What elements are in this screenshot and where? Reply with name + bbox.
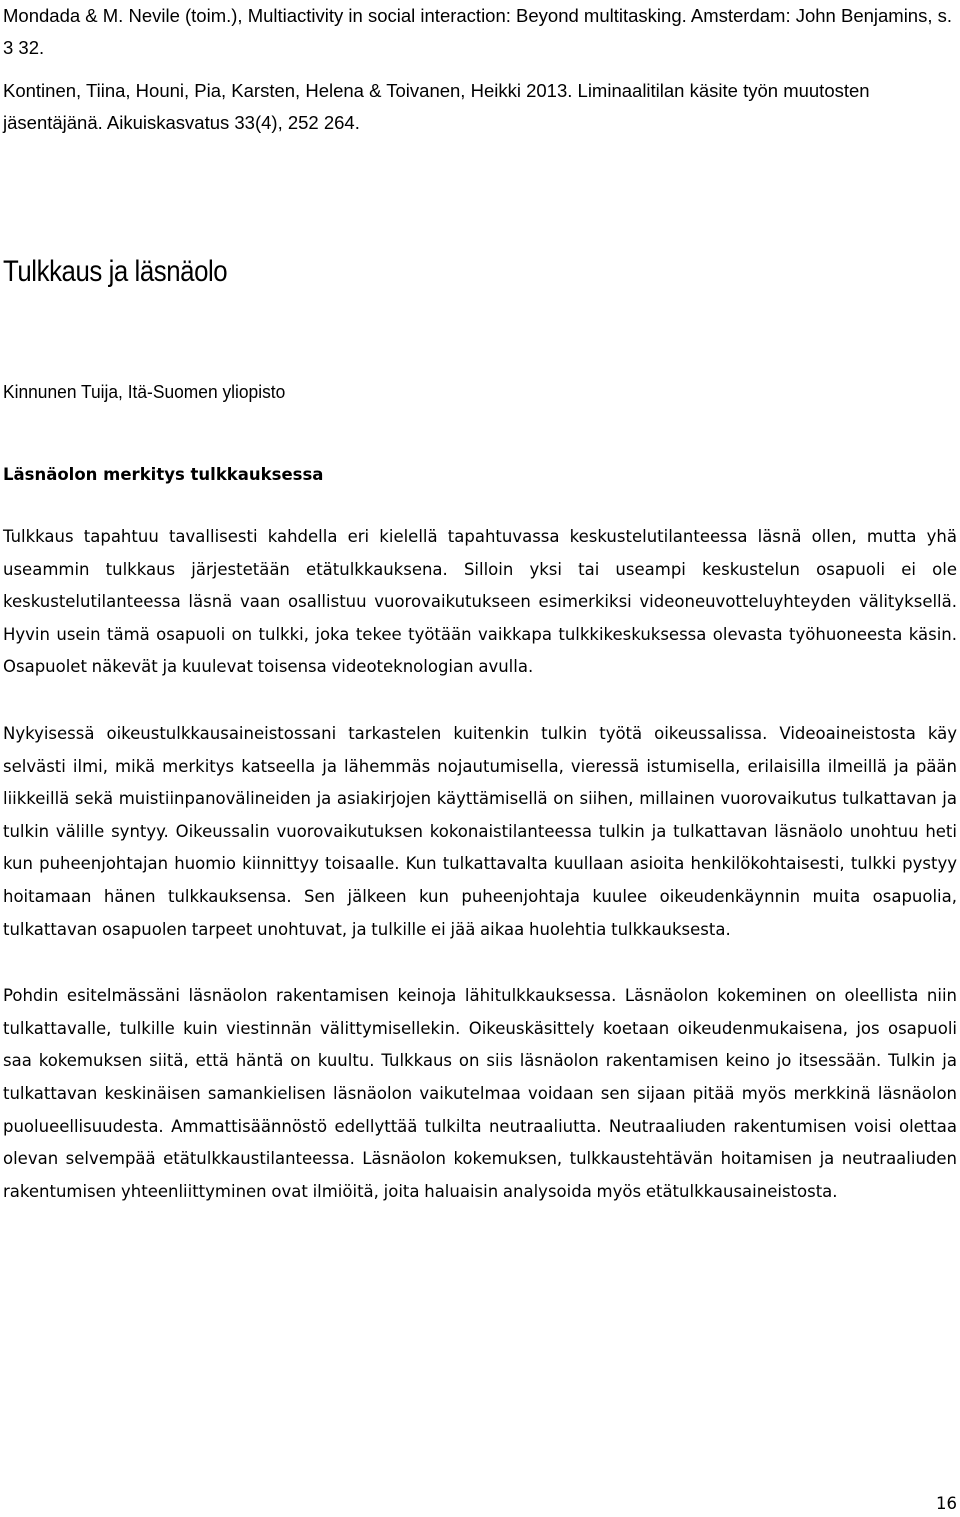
paragraph-presentation-aims: Pohdin esitelmässäni läsnäolon rakentamisen keinoja lähitulkkauksessa. Läsnäolon kokeminen on oleellista niin tulkattavalle, tulkille kuin viestinnän välittymisellekin. Oikeuskäsittely koetaan oikeudenmukaisena, jos osapuoli saa kokemuksen siitä, että häntä on kuultu. Tulkkaus on siis läsnäolon rakentamisen keino jo itsessään. Tulkin ja tulkattavan keskinäisen samankielisen läsnäolon vaikutelmaa voidaan sen sijaan pitää myös merkkinä läsnäolon puolueellisuudesta. Ammattisäännöstö edellyttää tulkilta neutraaliutta. Neutraaliuden rakentumisen voisi olettaa olevan selvempää etätulkkaustilanteessa. Läsnäolon kokemuksen, tulkkaustehtävän hoitamisen ja neutraaliuden rakentumisen yhteenliittyminen ovat ilmiöitä, joita haluaisin analysoida myös etätulkkausaineistosta. <box>3 986 957 1201</box>
section-heading: Läsnäolon merkitys tulkkauksessa <box>3 465 324 484</box>
reference-item-kontinen: Kontinen, Tiina, Houni, Pia, Karsten, Helena & Toivanen, Heikki 2013. Liminaalitilan käsite työn muutosten jäsentäjänä. Aikuiskasvatus 33(4), 252 264. <box>3 80 870 133</box>
paragraph-courtroom-data: Nykyisessä oikeustulkkausaineistossani tarkastelen kuitenkin tulkin työtä oikeussalissa. Videoaineistosta käy selvästi ilmi, mikä merkitys katseella ja lähemmäs nojautumisella, vieressä istumisella, erilaisilla ilmeillä ja pään liikkeillä sekä muistiinpanovälineiden ja asiakirjojen käyttämisellä on siihen, millainen vuorovaikutus tulkattavan ja tulkin välille syntyy. Oikeussalin vuorovaikutuksen kokonaistilanteessa tulkin ja tulkattavan läsnäolo unohtuu heti kun puheenjohtajan huomio kiinnittyy toisaalle. Kun tulkattavalta kuullaan asioita henkilökohtaisesti, tulkki pystyy hoitamaan hänen tulkkauksensa. Sen jälkeen kun puheenjohtaja kuulee oikeudenkäynnin muita osapuolia, tulkattavan osapuolen tarpeet unohtuvat, ja tulkille ei jää aikaa huolehtia tulkkauksesta. <box>3 723 957 939</box>
article-body <box>3 521 957 1242</box>
paragraph-remote-interpreting: Tulkkaus tapahtuu tavallisesti kahdella eri kielellä tapahtuvassa keskustelutilanteessa läsnä ollen, mutta yhä useammin tulkkaus järjestetään etätulkkauksena. Silloin yksi tai useampi keskustelun osapuoli ei ole keskustelutilanteessa läsnä vaan osallistuu vuorovaikutukseen esimerkiksi videoneuvotteluyhteyden välityksellä. Hyvin usein tämä osapuoli on tulkki, joka tekee työtään vaikkapa tulkkikeskuksessa olevasta työhuoneesta käsin. Osapuolet näkevät ja kuulevat toisensa videoteknologian avulla. <box>3 527 957 677</box>
page-number: 16 <box>936 1494 957 1513</box>
reference-list <box>3 0 955 150</box>
author-line: Kinnunen Tuija, Itä-Suomen yliopisto <box>3 381 286 402</box>
article-title: Tulkkaus ja läsnäolo <box>3 255 228 288</box>
reference-item-mondada: Mondada & M. Nevile (toim.), Multiactivity in social interaction: Beyond multitasking. Amsterdam: John Benjamins, s. 3 32. <box>3 5 953 58</box>
